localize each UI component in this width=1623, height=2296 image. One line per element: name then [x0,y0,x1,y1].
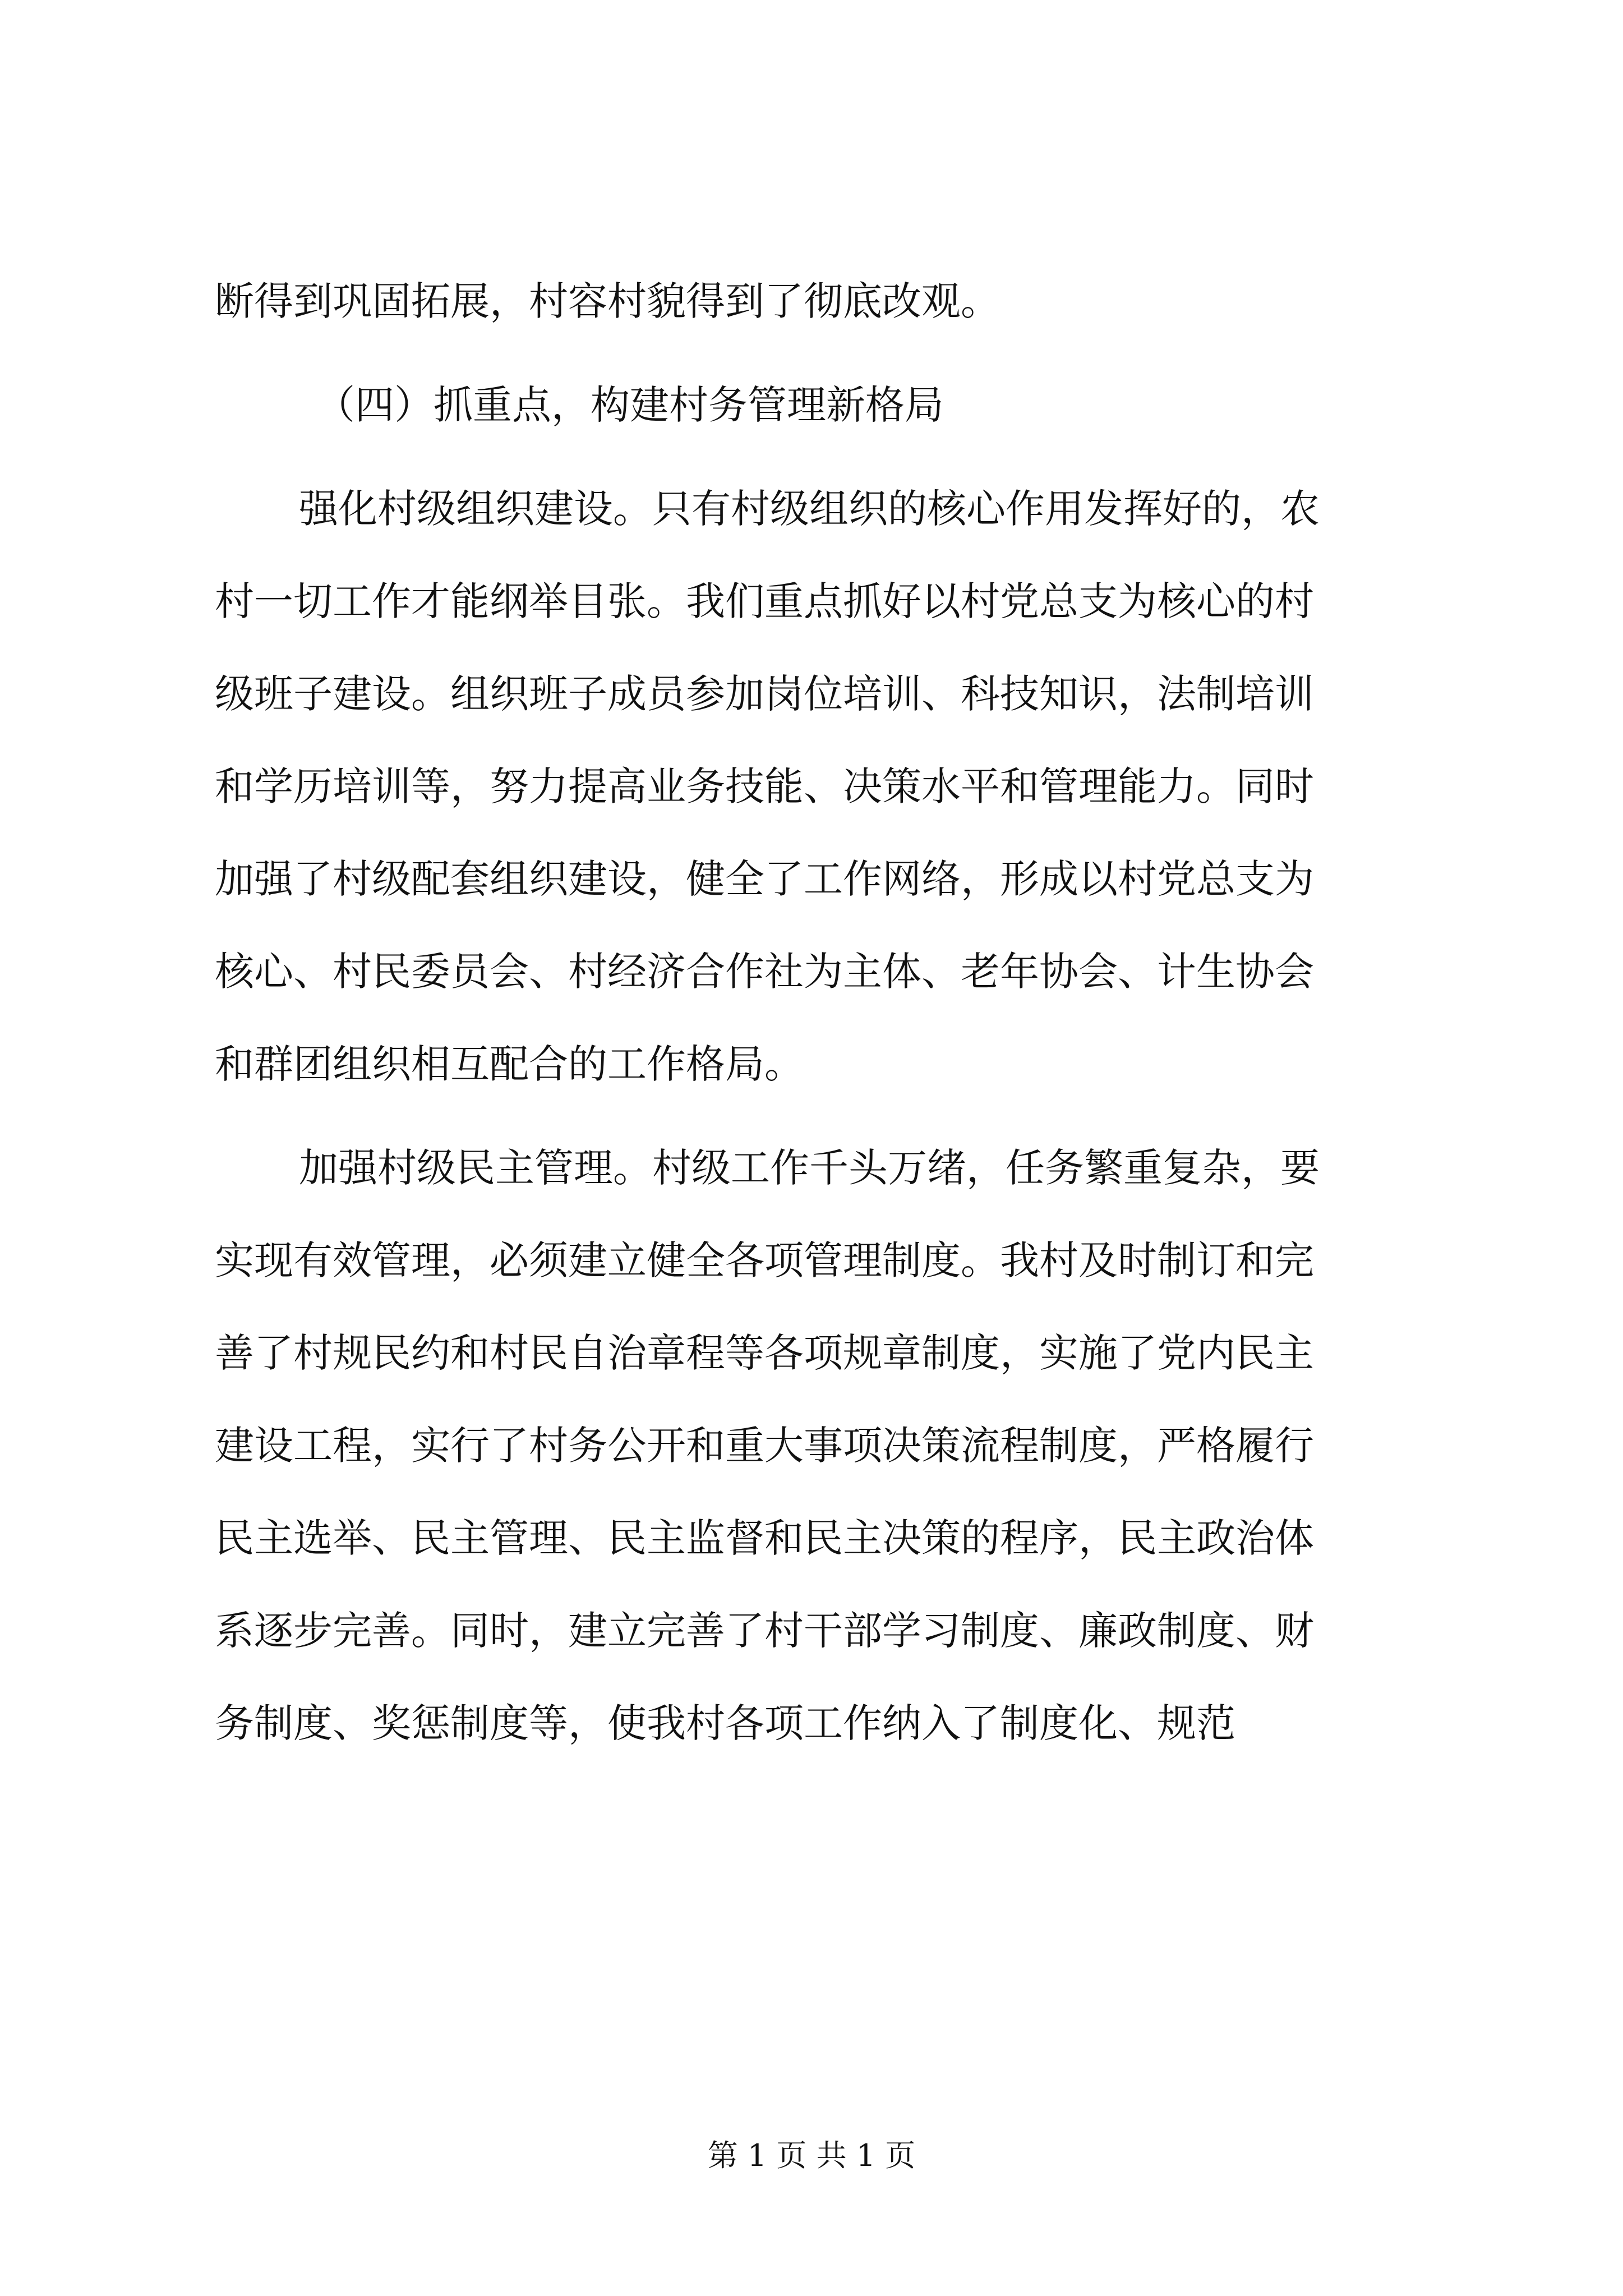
text-line: 实现有效管理，必须建立健全各项管理制度。我村及时制订和完 [215,1237,1314,1283]
paragraph-organization [215,463,1426,1111]
text-line: 务制度、奖惩制度等，使我村各项工作纳入了制度化、规范 [215,1700,1235,1746]
text-line: 加强了村级配套组织建设，健全了工作网络，形成以村党总支为 [215,856,1314,902]
paragraph-continuation [215,255,1426,348]
text-line: 建设工程，实行了村务公开和重大事项决策流程制度，严格履行 [215,1423,1314,1469]
text-line: 强化村级组织建设。只有村级组织的核心作用发挥好的，农 [299,486,1320,532]
text-line: 村一切工作才能纲举目张。我们重点抓好以村党总支为核心的村 [215,578,1314,624]
document-body [215,255,1426,1770]
section-heading-text: （四）抓重点，构建村务管理新格局 [316,382,944,428]
text-line: 民主选举、民主管理、民主监督和民主决策的程序，民主政治体 [215,1515,1314,1561]
text-line: 断得到巩固拓展，村容村貌得到了彻底改观。 [215,278,1000,324]
text-line: 加强村级民主管理。村级工作千头万绪，任务繁重复杂，要 [299,1145,1320,1191]
text-line: 和群团组织相互配合的工作格局。 [215,1041,804,1087]
text-line: 系逐步完善。同时，建立完善了村干部学习制度、廉政制度、财 [215,1608,1314,1654]
text-line: 级班子建设。组织班子成员参加岗位培训、科技知识，法制培训 [215,671,1314,717]
text-line: 和学历培训等，努力提高业务技能、决策水平和管理能力。同时 [215,763,1314,809]
page-footer [0,2132,1623,2175]
paragraph-democracy [215,1122,1426,1770]
page-number: 第 1 页 共 1 页 [707,2138,916,2173]
text-line: 善了村规民约和村民自治章程等各项规章制度，实施了党内民主 [215,1330,1314,1376]
text-line: 核心、村民委员会、村经济合作社为主体、老年协会、计生协会 [215,949,1314,995]
section-heading [215,359,1426,452]
